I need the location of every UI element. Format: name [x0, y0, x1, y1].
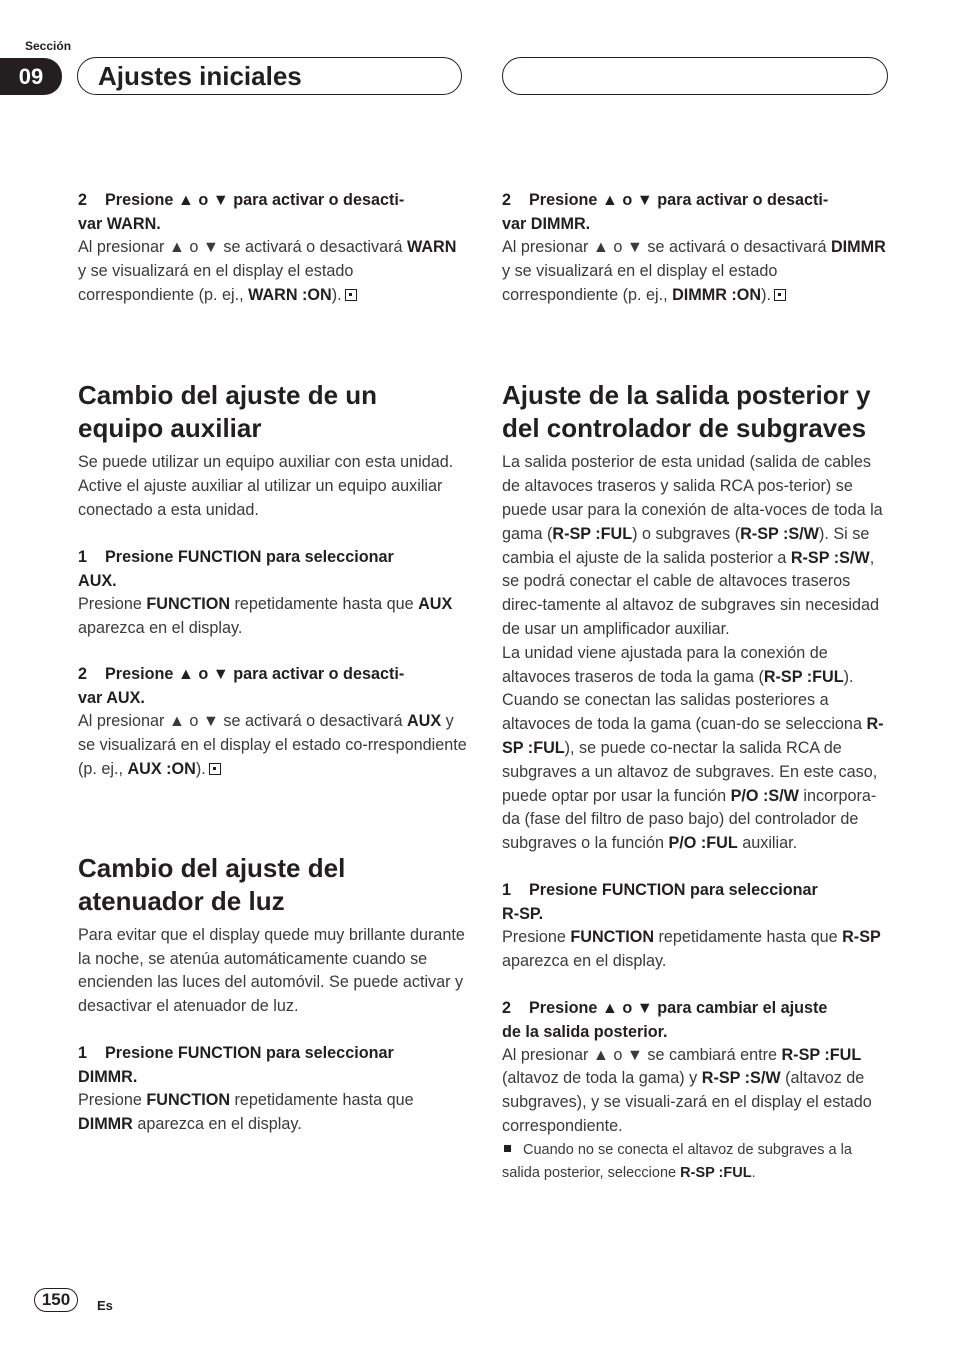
step-aux-1: 1 Presione FUNCTION para seleccionar AUX. — [78, 547, 394, 590]
bullet-square-icon — [504, 1145, 511, 1152]
heading-aux: Cambio del ajuste de un equipo auxiliar — [78, 380, 378, 444]
step-dimmer-2: 2 Presione ▲ o ▼ para activar o desacti- var DIMMR. — [502, 191, 829, 233]
end-mark-icon — [345, 289, 357, 301]
left-column — [78, 188, 468, 1137]
heading-rear-output: Ajuste de la salida posterior y del controlador de subgraves — [502, 380, 871, 444]
aux-intro: Se puede utilizar un equipo auxiliar con esta unidad. Active el ajuste auxiliar al utilizar un equipo auxiliar conectado a esta unidad. — [78, 453, 454, 519]
page-title: Ajustes iniciales — [98, 61, 302, 91]
right-column — [502, 188, 890, 1186]
header-empty-frame — [502, 57, 888, 95]
section-label: Sección — [25, 39, 72, 53]
rear-note: Cuando no se conecta el altavoz de subgraves a la salida posterior, seleccione R-SP :FUL. — [502, 1141, 852, 1182]
section-number-badge: 09 — [0, 58, 62, 95]
end-mark-icon — [209, 763, 221, 775]
step-rear-2: 2 Presione ▲ o ▼ para cambiar el ajuste de la salida posterior. — [502, 998, 828, 1041]
language-code: Es — [97, 1298, 113, 1313]
step-dimmer-1: 1 Presione FUNCTION para seleccionar DIMMR. — [78, 1043, 394, 1086]
step-warn-text: Al presionar ▲ o ▼ se activará o desactivará WARN y se visualizará en el display el estado correspondiente (p. ej., WARN :ON). — [78, 238, 457, 304]
heading-dimmer: Cambio del ajuste del atenuador de luz — [78, 852, 346, 916]
step-rear-2-text: Al presionar ▲ o ▼ se cambiará entre R-SP :FUL (altavoz de toda la gama) y R-SP :S/W (altavoz de subgraves), y se visuali-zará en el display el estado correspondiente. — [502, 1045, 872, 1135]
step-warn: 2 Presione ▲ o ▼ para activar o desacti- var WARN. — [78, 191, 405, 233]
rear-paragraph-1: La salida posterior de esta unidad (salida de cables de altavoces traseros y salida RCA pos-terior) se puede usar para la conexión de alta-voces de toda la gama (R-SP :FUL) o subgraves (R-SP :S/W). Si se cambia el ajuste de la salida posterior a R-SP :S/W, se podrá conectar el cable de altavoces traseros direc-tamente al altavoz de subgraves sin necesidad de usar un amplificador auxiliar. — [502, 453, 883, 638]
end-mark-icon — [774, 289, 786, 301]
step-rear-1-text: Presione FUNCTION repetidamente hasta que R-SP aparezca en el display. — [502, 927, 881, 970]
step-aux-2: 2 Presione ▲ o ▼ para activar o desacti- var AUX. — [78, 665, 405, 708]
step-dimmer-1-text: Presione FUNCTION repetidamente hasta que DIMMR aparezca en el display. — [78, 1090, 414, 1133]
step-aux-1-text: Presione FUNCTION repetidamente hasta que AUX aparezca en el display. — [78, 594, 453, 637]
step-rear-1: 1 Presione FUNCTION para seleccionar R-SP. — [502, 880, 818, 923]
step-dimmer-2-text: Al presionar ▲ o ▼ se activará o desactivará DIMMR y se visualizará en el display el estado correspondiente (p. ej., DIMMR :ON). — [502, 238, 886, 304]
rear-paragraph-2: La unidad viene ajustada para la conexión de altavoces traseros de toda la gama (R-SP :FUL). Cuando se conectan las salidas posteriores a altavoces de toda la gama (cuan-do se selecciona R-SP :FUL), se puede co-nectar la salida RCA de subgraves a un altavoz de subgraves. En este caso, puede optar por usar la función P/O :S/W incorpora-da (fase del filtro de paso bajo) del controlador de subgraves o la función P/O :FUL auxiliar. — [502, 643, 884, 853]
page-number: 150 — [34, 1288, 78, 1312]
dimmer-intro: Para evitar que el display quede muy brillante durante la noche, se atenúa automáticamente cuando se encienden las luces del automóvil. Se puede activar y desactivar el atenuador de luz. — [78, 925, 465, 1016]
step-aux-2-text: Al presionar ▲ o ▼ se activará o desactivará AUX y se visualizará en el display el estado co-rrespondiente (p. ej., AUX :ON). — [78, 712, 467, 778]
